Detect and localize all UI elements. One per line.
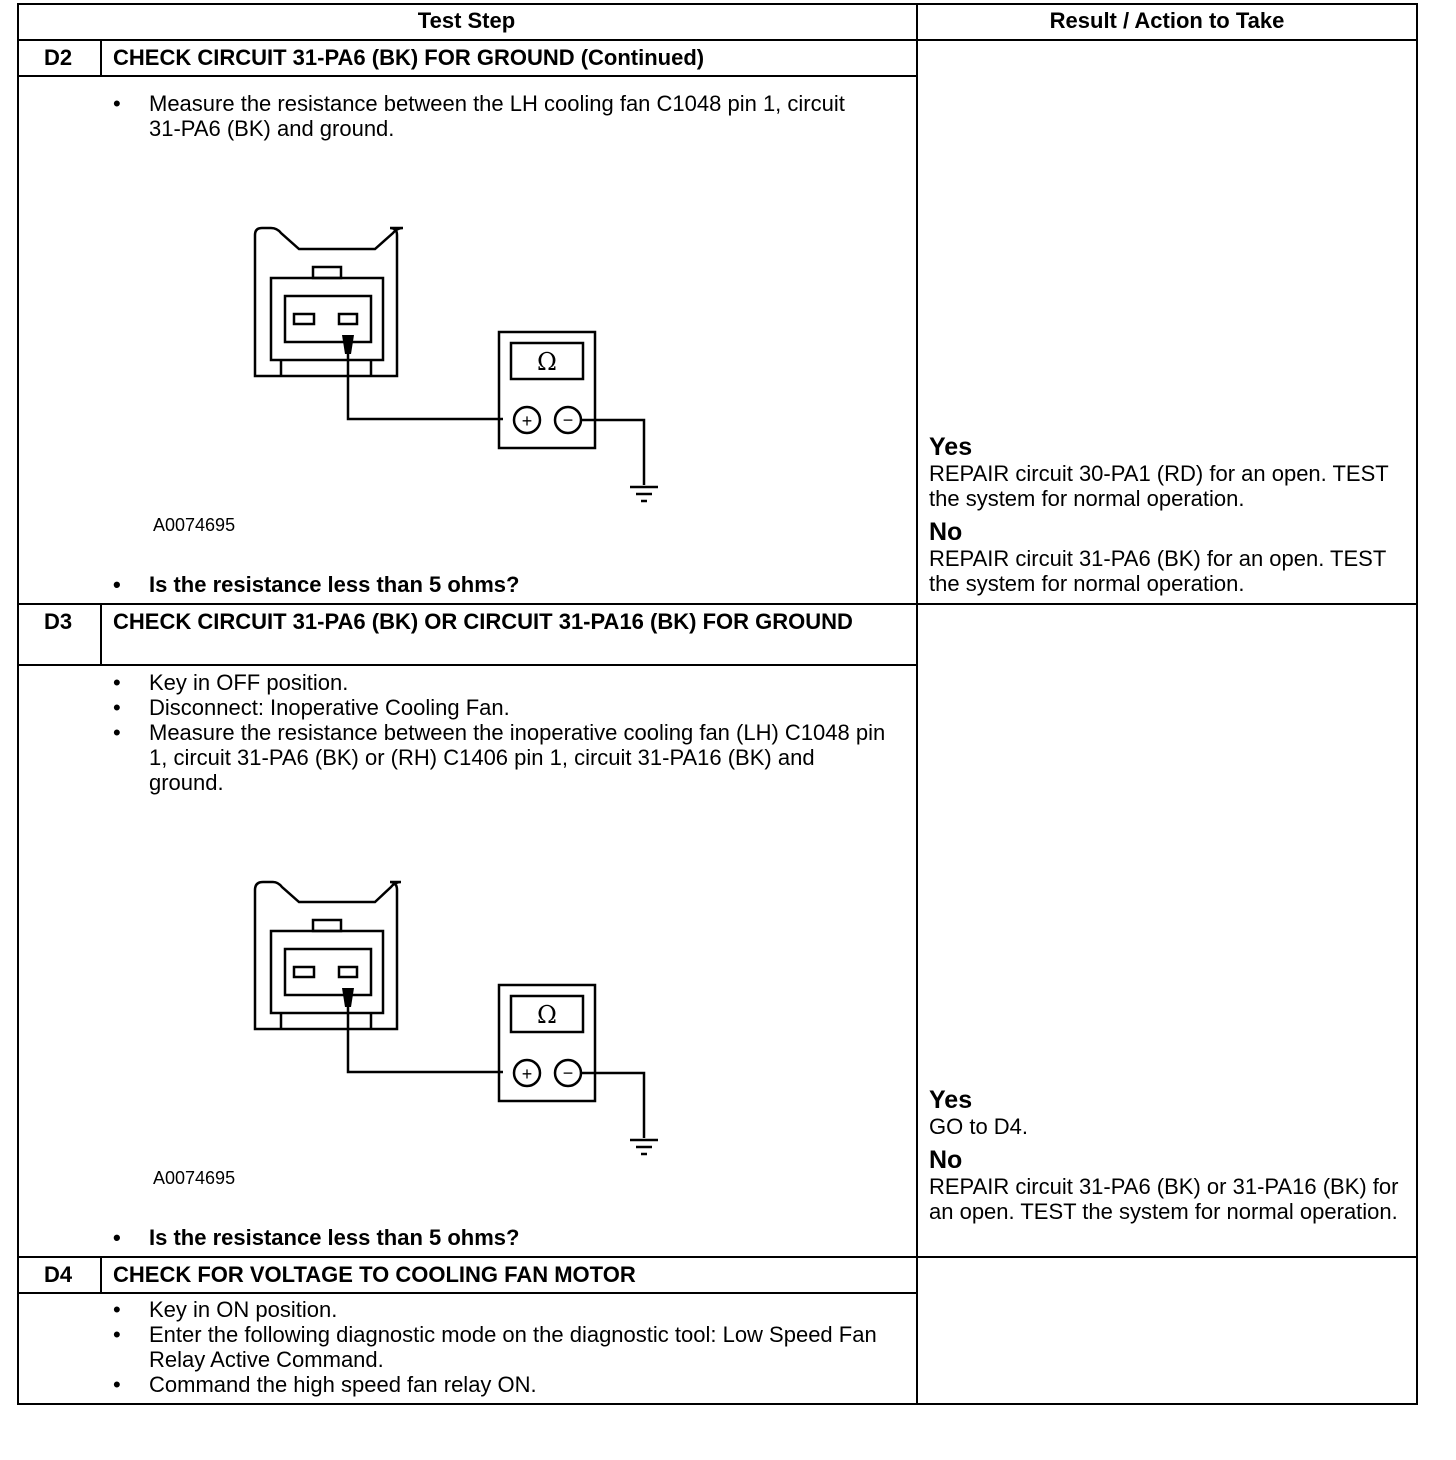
no-action: REPAIR circuit 31-PA6 (BK) for an open. TEST the system for normal operation. <box>929 546 1386 596</box>
instruction-item: • Command the high speed fan relay ON. <box>113 1372 893 1397</box>
step-title: CHECK CIRCUIT 31-PA6 (BK) FOR GROUND (Continued) <box>113 45 705 70</box>
rule <box>17 1403 1418 1405</box>
rule <box>17 39 1418 41</box>
connector-key <box>313 267 341 278</box>
step-id: D3 <box>43 609 73 634</box>
step-title: CHECK CIRCUIT 31-PA6 (BK) OR CIRCUIT 31-PA16 (BK) FOR GROUND <box>113 609 853 634</box>
step-question <box>113 1225 893 1250</box>
wiring-diagram-figure <box>247 223 667 513</box>
rule <box>17 664 918 666</box>
step-id: D2 <box>43 45 73 70</box>
result-block <box>929 434 1409 596</box>
rule <box>1416 3 1418 1405</box>
step-instructions <box>113 670 893 795</box>
result-block <box>929 1087 1409 1224</box>
negative-test-lead <box>581 1073 644 1138</box>
minus-sign: − <box>562 410 574 430</box>
rule <box>100 603 102 665</box>
rule <box>17 75 918 77</box>
terminal-pin-2 <box>294 314 314 324</box>
instruction-item: • Measure the resistance between the LH cooling fan C1048 pin 1, circuit 31-PA6 (BK) and ground. <box>113 91 873 141</box>
instruction-item: • Key in OFF position. <box>113 670 893 695</box>
step-question <box>113 572 893 597</box>
no-label: No <box>929 518 963 546</box>
connector-face <box>271 931 383 1013</box>
yes-label: Yes <box>929 433 973 461</box>
yes-action: REPAIR circuit 30-PA1 (RD) for an open. TEST the system for normal operation. <box>929 461 1389 511</box>
column-header-result: Result / Action to Take <box>1049 8 1285 33</box>
instruction-item: • Measure the resistance between the inoperative cooling fan (LH) C1048 pin 1, circuit 31-PA6 (BK) or (RH) C1406 pin 1, circuit 31-PA16 (BK) and ground. <box>113 720 893 795</box>
ohm-symbol: Ω <box>537 1001 557 1029</box>
yes-label: Yes <box>929 1086 973 1114</box>
probe-tip <box>342 988 354 1007</box>
no-action: REPAIR circuit 31-PA6 (BK) or 31-PA16 (BK) for an open. TEST the system for normal operation. <box>929 1174 1399 1224</box>
rule <box>17 3 19 1405</box>
instruction-item: • Disconnect: Inoperative Cooling Fan. <box>113 695 893 720</box>
step-title: CHECK FOR VOLTAGE TO COOLING FAN MOTOR <box>113 1262 636 1287</box>
plus-sign: + <box>521 411 533 431</box>
question-item: • Is the resistance less than 5 ohms? <box>113 572 893 597</box>
connector-housing <box>255 228 403 376</box>
rule <box>17 3 1418 5</box>
instruction-item: • Key in ON position. <box>113 1297 893 1322</box>
ohm-symbol: Ω <box>537 348 557 376</box>
probe-tip <box>342 335 354 354</box>
rule <box>17 603 1418 605</box>
wiring-diagram-figure <box>247 876 667 1166</box>
rule <box>17 1292 918 1294</box>
step-instructions <box>113 1297 893 1397</box>
instruction-item: • Enter the following diagnostic mode on the diagnostic tool: Low Speed Fan Relay Active Command. <box>113 1322 893 1372</box>
connector-key <box>313 920 341 931</box>
step-instructions <box>113 91 873 141</box>
rule <box>100 1256 102 1293</box>
figure-label: A0074695 <box>153 515 236 535</box>
column-header-test-step: Test Step <box>417 8 516 33</box>
rule <box>916 3 918 1405</box>
negative-test-lead <box>581 420 644 485</box>
connector-housing <box>255 882 401 1029</box>
terminal-pin-2 <box>294 967 314 977</box>
minus-sign: − <box>562 1063 574 1083</box>
rule <box>100 39 102 76</box>
rule <box>17 1256 1418 1258</box>
plus-sign: + <box>521 1064 533 1084</box>
question-item: • Is the resistance less than 5 ohms? <box>113 1225 893 1250</box>
connector-face <box>271 278 383 360</box>
terminal-pin-1 <box>339 314 357 324</box>
diagnostic-table <box>17 3 1418 1405</box>
figure-label: A0074695 <box>153 1168 236 1188</box>
step-id: D4 <box>43 1262 73 1287</box>
yes-action: GO to D4. <box>929 1114 1029 1139</box>
no-label: No <box>929 1146 963 1174</box>
terminal-pin-1 <box>339 967 357 977</box>
